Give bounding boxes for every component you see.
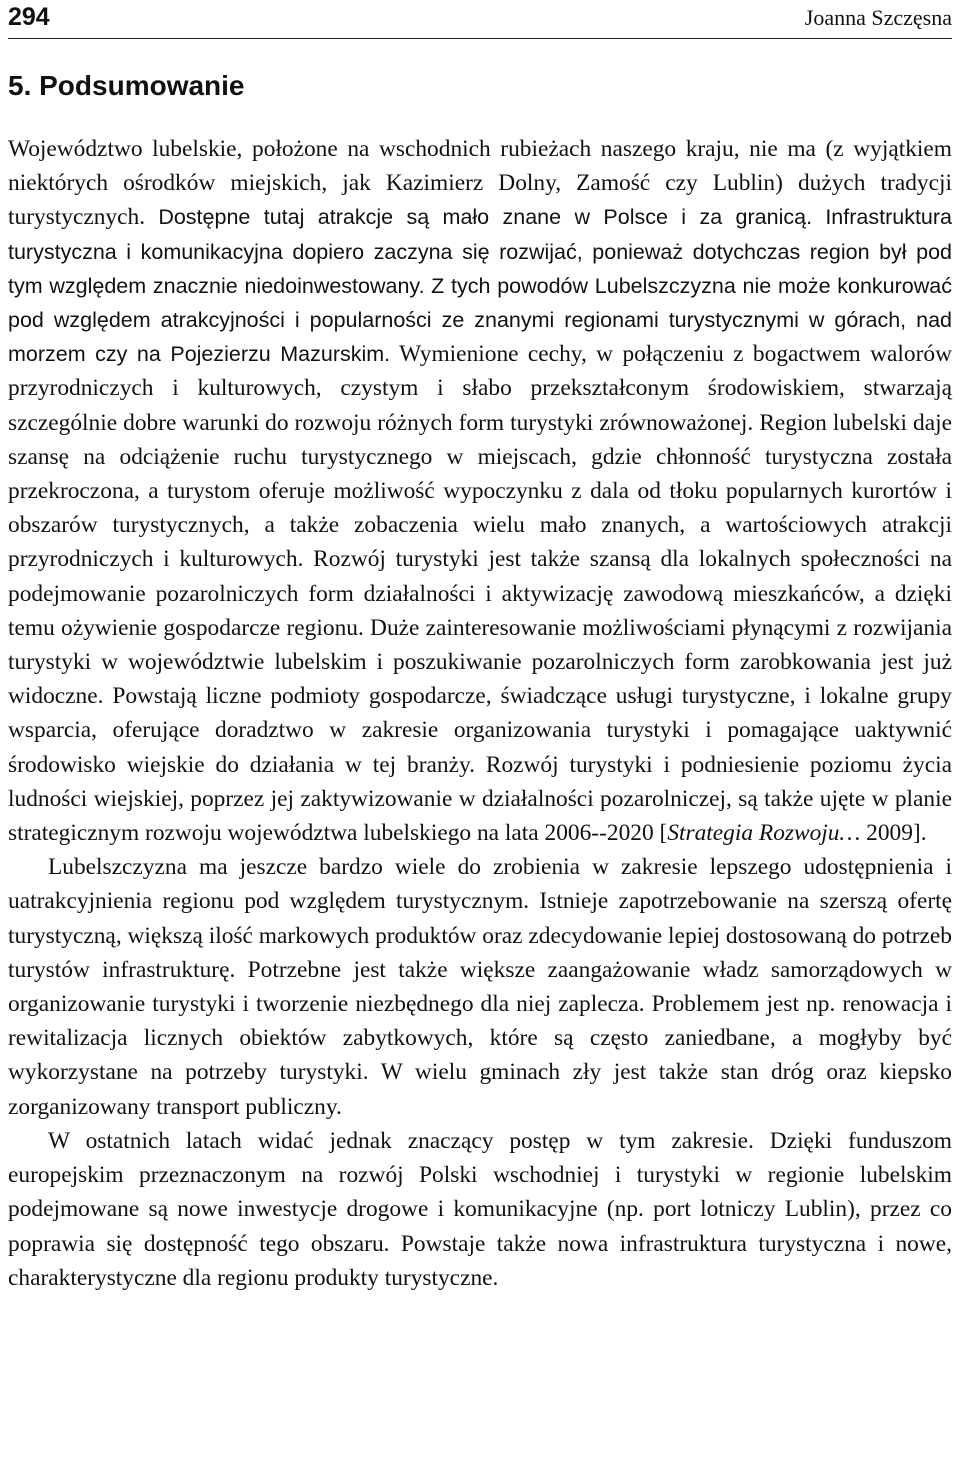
- citation-year: 2009].: [860, 820, 927, 847]
- section-heading: 5. Podsumowanie: [8, 70, 245, 101]
- running-header: [8, 0, 952, 38]
- sentence: Z tych powodów Lubelszczyzna nie może konkurować pod względem atrakcyjności i popularności ze znanymi regionami turystycznymi w górach, nad morzem czy na Pojezierzu Mazurskim.: [8, 273, 952, 367]
- sentence: Dostępne tutaj atrakcje są mało znane w Polsce i za granicą.: [158, 205, 813, 230]
- sentence: Wymienione cechy, w połączeniu z bogactwem walorów przyrodniczych i kulturowych, czystym i słabo przekształconym środowiskiem, stwarzają szczególnie dobre warunki do rozwoju różnych form turystyki zrównoważonej. Region lubelski daje szansę na odciążenie ruchu turystycznego w miejscach, gdzie chłonność turystyczna została przekroczona, a turystom oferuje możliwość wypoczynku z dala od tłoku popularnych kurortów i obszarów turystycznych, a także zobaczenia wielu mało znanych, a wartościowych atrakcji przyrodniczych i kulturowych. Rozwój turystyki jest także szansą dla lokalnych społeczności na podejmowanie pozarolniczych form działalności i aktywizację zawodową mieszkańców, a dzięki temu ożywienie gospodarcze regionu. Duże zainteresowanie możliwościami płynącymi z rozwijania turystyki w województwie lubelskim i poszukiwanie pozarolniczych form zarobkowania jest już widoczne. Powstają liczne podmioty gospodarcze, świadczące usługi turystyczne, i lokalne grupy wsparcia, oferujące doradztwo w zakresie organizowania turystyki i pomagające uaktywnić środowisko wiejskie do działania w tej branży. Rozwój turystyki i podniesienie poziomu życia ludności wiejskiej, poprzez jej zaktywizowanie w działalności pozarolniczej, są także ujęte w planie strategicznym rozwoju województwa lubelskiego na lata 2006--2020 [: [8, 341, 952, 847]
- sentence: Województwo lubelskie, położone na wschodnich rubieżach naszego kraju, nie ma (z wyjątkiem niektórych ośrodków miejskich, jak Kazimierz Dolny, Zamość czy Lublin) dużych tradycji turystycznych.: [8, 136, 952, 231]
- page-number: 294: [8, 3, 50, 31]
- running-author: Joanna Szczęsna: [804, 5, 952, 30]
- header-rule: [8, 38, 952, 39]
- citation-title: Strategia Rozwoju…: [667, 820, 861, 847]
- paragraph-2: Lubelszczyzna ma jeszcze bardzo wiele do zrobienia w zakresie lepszego udostępnienia i uatrakcyjnienia regionu pod względem turystycznym. Istnieje zapotrzebowanie na szerszą ofertę turystyczną, większą ilość markowych produktów oraz zdecydowanie lepiej dostosowaną do potrzeb turystów infrastrukturę. Potrzebne jest także większe zaangażowanie władz samorządowych w organizowanie turystyki i tworzenie niezbędnego dla niej zaplecza. Problemem jest np. renowacja i rewitalizacja licznych obiektów zabytkowych, które są często zaniedbane, a mogłyby być wykorzystane na potrzeby turystyki. W wielu gminach zły jest także stan dróg oraz kiepsko zorganizowany transport publiczny.: [8, 854, 952, 1120]
- sentence: Infrastruktura turystyczna i komunikacyjna dopiero zaczyna się rozwijać, ponieważ dotychczas region był pod tym względem znacznie niedoinwestowany.: [8, 205, 952, 298]
- body-text: [8, 132, 952, 1295]
- paragraph-1: [8, 132, 952, 850]
- paragraph-3: W ostatnich latach widać jednak znaczący postęp w tym zakresie. Dzięki funduszom europejskim przeznaczonym na rozwój Polski wschodniej i turystyki w regionie lubelskim podejmowane są nowe inwestycje drogowe i komunikacyjne (np. port lotniczy Lublin), przez co poprawia się dostępność tego obszaru. Powstaje także nowa infrastruktura turystyczna i nowe, charakterystyczne dla regionu produkty turystyczne.: [8, 1127, 952, 1291]
